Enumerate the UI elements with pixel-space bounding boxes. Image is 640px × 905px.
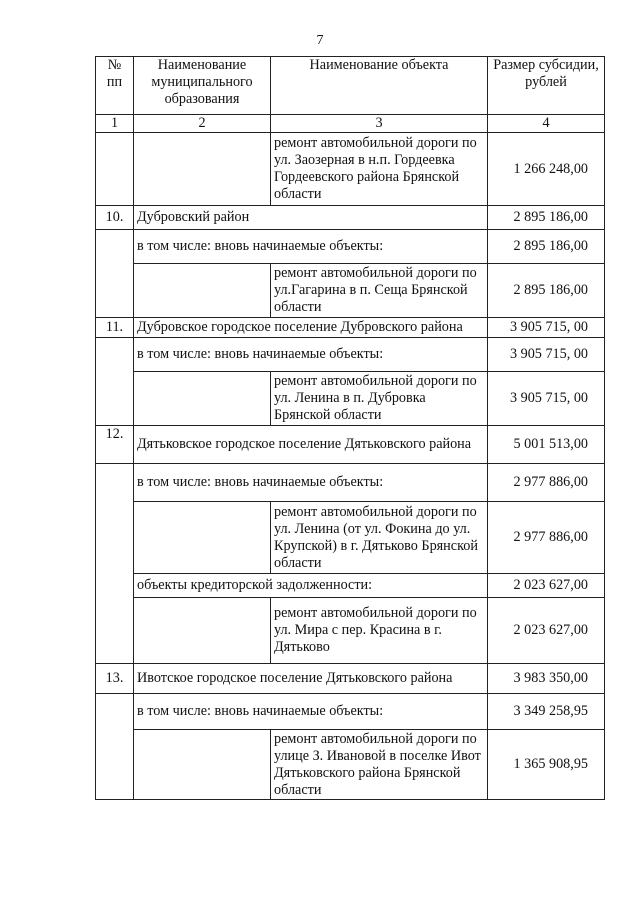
object-name: ремонт автомобильной дороги по ул. Ленина в п. Дубровка Брянской области xyxy=(271,372,488,426)
table-row xyxy=(96,694,605,730)
municipality-name: Ивотское городское поселение Дятьковского района xyxy=(134,664,488,694)
amount: 3 905 715, 00 xyxy=(488,338,605,372)
table-row xyxy=(96,464,605,502)
subcategory-label: в том числе: вновь начинаемые объекты: xyxy=(134,464,488,502)
table-row xyxy=(96,502,605,574)
row-number: 10. xyxy=(96,206,134,230)
amount: 2 023 627,00 xyxy=(488,598,605,664)
object-name: ремонт автомобильной дороги по ул.Гагарина в п. Сеща Брянской области xyxy=(271,264,488,318)
table-row xyxy=(96,426,605,464)
subcategory-label: в том числе: вновь начинаемые объекты: xyxy=(134,230,488,264)
amount: 3 349 258,95 xyxy=(488,694,605,730)
colnum-1: 1 xyxy=(96,115,134,133)
subcategory-label: в том числе: вновь начинаемые объекты: xyxy=(134,338,488,372)
object-name: ремонт автомобильной дороги по улице З. Ивановой в поселке Ивот Дятьковского района Брянской области xyxy=(271,730,488,800)
amount: 2 977 886,00 xyxy=(488,502,605,574)
table-row xyxy=(96,338,605,372)
column-numbers-row xyxy=(96,115,605,133)
amount: 3 983 350,00 xyxy=(488,664,605,694)
table-row xyxy=(96,664,605,694)
header-object: Наименование объекта xyxy=(271,57,488,115)
page-number: 7 xyxy=(316,33,324,48)
header-amount: Размер субсидии, рублей xyxy=(488,57,605,115)
subsidy-table xyxy=(95,56,604,800)
colnum-4: 4 xyxy=(488,115,605,133)
amount: 2 895 186,00 xyxy=(488,206,605,230)
object-name: ремонт автомобильной дороги по ул. Заозерная в н.п. Гордеевка Гордеевского района Брянской области xyxy=(271,133,488,206)
header-municipality: Наименование муниципального образования xyxy=(134,57,271,115)
municipality-name: Дубровский район xyxy=(134,206,488,230)
table-row xyxy=(96,318,605,338)
row-number: 11. xyxy=(96,318,134,338)
amount: 2 023 627,00 xyxy=(488,574,605,598)
amount: 5 001 513,00 xyxy=(488,426,605,464)
object-name: ремонт автомобильной дороги по ул. Мира с пер. Красина в г. Дятьково xyxy=(271,598,488,664)
municipality-name: Дятьковское городское поселение Дятьковского района xyxy=(134,426,488,464)
row-number: 12. xyxy=(96,426,134,464)
table-row xyxy=(96,133,605,206)
object-name: ремонт автомобильной дороги по ул. Ленина (от ул. Фокина до ул. Крупской) в г. Дятьково Брянской области xyxy=(271,502,488,574)
municipality-name: Дубровское городское поселение Дубровского района xyxy=(134,318,488,338)
table-row xyxy=(96,206,605,230)
amount: 1 365 908,95 xyxy=(488,730,605,800)
header-num: № пп xyxy=(96,57,134,115)
subcategory-label: объекты кредиторской задолженности: xyxy=(134,574,488,598)
subcategory-label: в том числе: вновь начинаемые объекты: xyxy=(134,694,488,730)
table-row xyxy=(96,730,605,800)
table-row xyxy=(96,598,605,664)
table-row xyxy=(96,372,605,426)
table-row xyxy=(96,264,605,318)
amount: 2 895 186,00 xyxy=(488,264,605,318)
amount: 1 266 248,00 xyxy=(488,133,605,206)
amount: 2 977 886,00 xyxy=(488,464,605,502)
colnum-2: 2 xyxy=(134,115,271,133)
amount: 3 905 715, 00 xyxy=(488,372,605,426)
header-row xyxy=(96,57,605,115)
table-row xyxy=(96,574,605,598)
amount: 2 895 186,00 xyxy=(488,230,605,264)
table-row xyxy=(96,230,605,264)
row-number: 13. xyxy=(96,664,134,694)
colnum-3: 3 xyxy=(271,115,488,133)
amount: 3 905 715, 00 xyxy=(488,318,605,338)
